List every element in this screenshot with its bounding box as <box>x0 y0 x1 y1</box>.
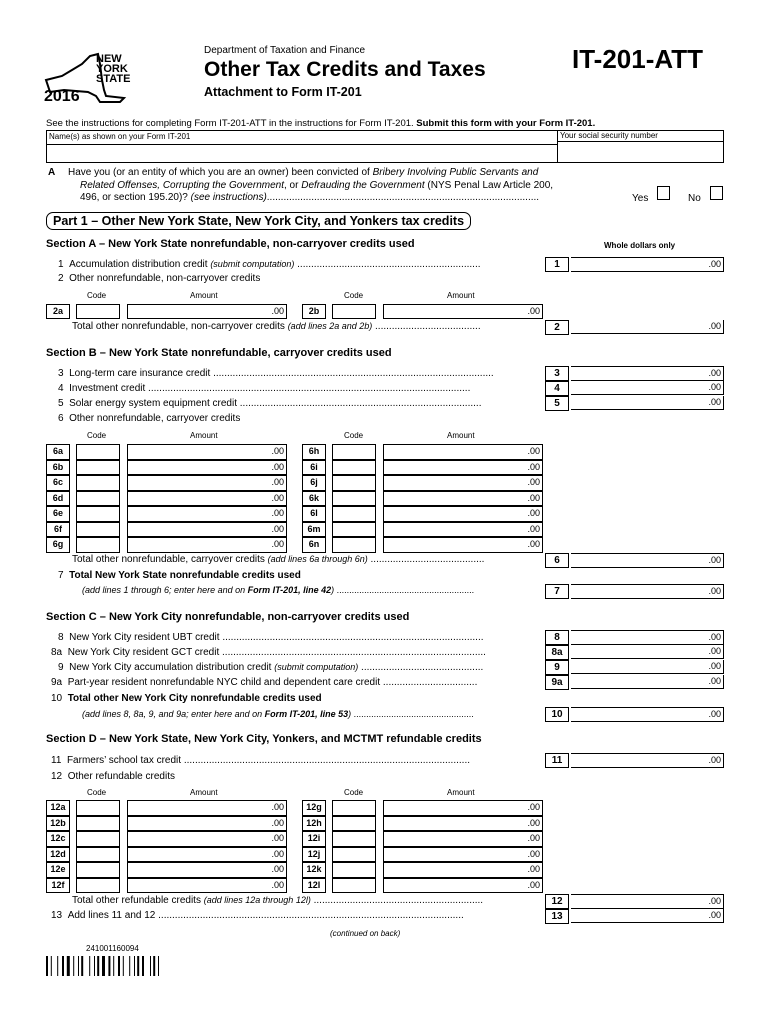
line-12-amount[interactable]: .00 <box>571 894 724 909</box>
line-7-text: Total New York State nonrefundable credits used <box>69 570 301 581</box>
no-label: No <box>688 193 701 204</box>
form-id: IT-201-ATT <box>572 44 703 74</box>
amount-input[interactable]: .00 <box>383 878 543 894</box>
logo-line-state: STATE <box>96 73 131 85</box>
code-input[interactable] <box>76 847 120 863</box>
col-amount-a1: Amount <box>190 291 218 300</box>
line-5 <box>58 398 481 409</box>
logo-line-new: NEW <box>96 53 122 65</box>
col-amount-d2: Amount <box>447 788 475 797</box>
line-2 <box>58 273 260 284</box>
line-7-amount[interactable]: .00 <box>571 584 724 599</box>
line-12-total-italic: (add lines 12a through 12l) <box>203 895 311 905</box>
yes-checkbox[interactable] <box>657 186 670 200</box>
line-8-dots: .............................................................................................. <box>219 632 484 643</box>
code-input[interactable] <box>332 816 376 832</box>
line-9-amount[interactable]: .00 <box>571 660 724 674</box>
line-7-italic-c: ) <box>331 585 335 595</box>
line-1-dots: .................................................................. <box>294 259 481 270</box>
amount-input[interactable]: .00 <box>383 475 543 491</box>
barcode-bar <box>67 956 70 976</box>
code-label: 6c <box>46 475 70 491</box>
line-13 <box>51 910 464 921</box>
barcode-bar <box>137 956 139 976</box>
line-8a-dots: ............................................................................................... <box>219 647 486 658</box>
amount-input[interactable]: .00 <box>383 491 543 507</box>
col-code-d1: Code <box>87 788 107 797</box>
amount-input[interactable]: .00 <box>127 506 287 522</box>
code-label: 6h <box>302 444 326 460</box>
box-4: 4 <box>545 381 569 396</box>
barcode-bar <box>102 956 105 976</box>
barcode-bar <box>62 956 64 976</box>
department-name: Department of Taxation and Finance <box>204 45 366 56</box>
code-input[interactable] <box>76 522 120 538</box>
code-input[interactable] <box>332 831 376 847</box>
line-6-total-dots: ......................................... <box>367 554 485 565</box>
line-5-num: 5 <box>58 398 64 409</box>
barcode-bar <box>73 956 74 976</box>
line-8-num: 8 <box>58 632 64 643</box>
code-input[interactable] <box>76 862 120 878</box>
line-11-text: Farmers’ school tax credit <box>66 755 182 766</box>
amount-input[interactable]: .00 <box>127 816 287 832</box>
code-input[interactable] <box>332 475 376 491</box>
question-a-line2 <box>80 180 553 191</box>
barcode-bar <box>78 956 79 976</box>
code-label: 6d <box>46 491 70 507</box>
code-input[interactable] <box>76 460 120 476</box>
line-6-num: 6 <box>58 413 64 424</box>
amount-input[interactable]: .00 <box>127 800 287 816</box>
amount-input[interactable]: .00 <box>127 460 287 476</box>
code-input[interactable] <box>76 831 120 847</box>
line-7-num: 7 <box>58 570 64 581</box>
code-label: 12k <box>302 862 326 878</box>
code-label: 12h <box>302 816 326 832</box>
line-9-italic: (submit computation) <box>274 662 359 672</box>
form-title: Other Tax Credits and Taxes <box>204 58 486 81</box>
code-label: 6i <box>302 460 326 476</box>
code-input[interactable] <box>76 800 120 816</box>
amount-input[interactable]: .00 <box>127 537 287 553</box>
tax-year: 2016 <box>44 88 80 105</box>
code-2a[interactable] <box>76 304 120 319</box>
box-13: 13 <box>545 909 569 924</box>
amount-input[interactable]: .00 <box>127 847 287 863</box>
line-6-total-text: Total other nonrefundable, carryover credits <box>72 554 268 565</box>
barcode-bar <box>108 956 110 976</box>
code-label: 6b <box>46 460 70 476</box>
box-12: 12 <box>545 894 569 909</box>
box-11: 11 <box>545 753 569 768</box>
instructions-bold: Submit this form with your Form IT-201. <box>416 118 596 129</box>
line-13-text: Add lines 11 and 12 <box>67 910 156 921</box>
line-4-amount[interactable]: .00 <box>571 381 724 395</box>
logo-line-york: YORK <box>96 63 128 75</box>
amount-input[interactable]: .00 <box>383 862 543 878</box>
amount-input[interactable]: .00 <box>127 862 287 878</box>
part1-title: Part 1 – Other New York State, New York City, and Yonkers tax credits <box>46 212 471 230</box>
yes-label: Yes <box>632 193 649 204</box>
barcode-bar <box>57 956 58 976</box>
code-2b[interactable] <box>332 304 376 319</box>
qa-l3-plain: 496, or section 195.20)? <box>80 192 191 203</box>
barcode-icon <box>46 956 194 976</box>
code-input[interactable] <box>332 847 376 863</box>
question-a-letter: A <box>48 167 56 178</box>
barcode-bar <box>134 956 135 976</box>
no-checkbox[interactable] <box>710 186 723 200</box>
line-10-amount[interactable]: .00 <box>571 707 724 722</box>
code-label: 6n <box>302 537 326 553</box>
line-12-num: 12 <box>51 771 63 782</box>
line-9a-dots: .................................. <box>380 677 478 688</box>
line-9a-text: Part-year resident nonrefundable NYC child and dependent care credit <box>67 677 381 688</box>
line-12-total-dots: ............................................................. <box>310 895 484 906</box>
line-7-sub <box>82 585 474 595</box>
section-c-title: Section C – New York City nonrefundable, non-carryover credits used <box>46 611 410 623</box>
code-input[interactable] <box>332 862 376 878</box>
amount-2a[interactable]: .00 <box>127 304 287 319</box>
amount-input[interactable]: .00 <box>383 522 543 538</box>
barcode-bar <box>89 956 90 976</box>
barcode-number: 241001160094 <box>86 944 139 953</box>
amount-input[interactable]: .00 <box>127 491 287 507</box>
line-13-amount[interactable]: .00 <box>571 909 724 923</box>
code-input[interactable] <box>332 491 376 507</box>
question-a-line3 <box>80 192 539 203</box>
code-label: 12b <box>46 816 70 832</box>
line-10-sub <box>82 709 474 719</box>
code-label: 12e <box>46 862 70 878</box>
amount-input[interactable]: .00 <box>127 444 287 460</box>
line-2-text: Other nonrefundable, non-carryover credits <box>69 273 261 284</box>
line-4-text: Investment credit <box>69 383 146 394</box>
line-9 <box>58 662 483 673</box>
code-input[interactable] <box>332 460 376 476</box>
amount-input[interactable]: .00 <box>383 506 543 522</box>
line-6 <box>58 413 240 424</box>
amount-input[interactable]: .00 <box>127 522 287 538</box>
line-5-dots: ....................................................................................... <box>236 398 482 409</box>
code-label: 6m <box>302 522 326 538</box>
line-9-dots: ............................................ <box>358 662 484 673</box>
line-11-num: 11 <box>51 755 62 766</box>
code-label: 12a <box>46 800 70 816</box>
code-label: 12j <box>302 847 326 863</box>
line-4-num: 4 <box>58 383 64 394</box>
line-8a <box>51 647 486 658</box>
line-3-dots: ..................................................................................................... <box>210 368 494 379</box>
code-label: 12c <box>46 831 70 847</box>
line-8-text: New York City resident UBT credit <box>69 632 220 643</box>
barcode <box>46 956 194 976</box>
barcode-bar <box>153 956 155 976</box>
amount-input[interactable]: .00 <box>383 831 543 847</box>
code-label: 6g <box>46 537 70 553</box>
col-code-a1: Code <box>87 291 107 300</box>
line-6-total-italic: (add lines 6a through 6n) <box>267 554 368 564</box>
amount-2b[interactable]: .00 <box>383 304 543 319</box>
col-amount-d1: Amount <box>190 788 218 797</box>
box-5: 5 <box>545 396 569 411</box>
line-7-bold-b: Form IT-201, line 42 <box>247 585 332 595</box>
col-amount-a2: Amount <box>447 291 475 300</box>
barcode-bar <box>129 956 130 976</box>
box-10: 10 <box>545 707 569 722</box>
line-2-amount[interactable]: .00 <box>571 320 724 334</box>
line-10-bold-b: Form IT-201, line 53 <box>264 709 349 719</box>
line-10-dots: ................................................ <box>351 709 474 719</box>
form-subtitle: Attachment to Form IT-201 <box>204 85 362 99</box>
barcode-bar <box>118 956 120 976</box>
instructions-line <box>46 118 595 129</box>
line-11-amount[interactable]: .00 <box>571 753 724 768</box>
section-a-title: Section A – New York State nonrefundable, non-carryover credits used <box>46 238 415 250</box>
box-3: 3 <box>545 366 569 381</box>
box-8: 8 <box>545 630 569 645</box>
box-6: 6 <box>545 553 569 568</box>
ssn-divider <box>557 141 724 142</box>
qa-l2-plain-a: , or <box>284 180 302 191</box>
code-label: 6l <box>302 506 326 522</box>
amount-input[interactable]: .00 <box>127 475 287 491</box>
line-3 <box>58 368 494 379</box>
line-5-amount[interactable]: .00 <box>571 396 724 410</box>
line-1-text: Accumulation distribution credit <box>69 259 211 270</box>
line-9-text: New York City accumulation distribution credit <box>69 662 275 673</box>
qa-l3-italic: (see instructions) <box>190 192 267 203</box>
code-label: 12f <box>46 878 70 894</box>
barcode-bar <box>123 956 124 976</box>
line-9a-amount[interactable]: .00 <box>571 675 724 689</box>
line-12-text: Other refundable credits <box>67 771 175 782</box>
line-7-italic-a: (add lines 1 through 6; enter here and on <box>82 585 248 595</box>
barcode-bar <box>97 956 99 976</box>
col-code-b1: Code <box>87 431 107 440</box>
line-8a-num: 8a <box>51 647 63 658</box>
code-label: 6f <box>46 522 70 538</box>
code-input[interactable] <box>76 816 120 832</box>
amount-input[interactable]: .00 <box>383 460 543 476</box>
barcode-bar <box>81 956 83 976</box>
code-label: 12i <box>302 831 326 847</box>
barcode-bar <box>158 956 159 976</box>
box-1: 1 <box>545 257 569 272</box>
barcode-bar <box>142 956 144 976</box>
amount-input[interactable]: .00 <box>383 537 543 553</box>
code-input[interactable] <box>332 537 376 553</box>
amount-input[interactable]: .00 <box>383 444 543 460</box>
continued-note: (continued on back) <box>330 929 401 938</box>
amount-input[interactable]: .00 <box>383 816 543 832</box>
code-label: 6e <box>46 506 70 522</box>
line-10-text: Total other New York City nonrefundable credits used <box>67 693 322 704</box>
code-input[interactable] <box>76 878 120 894</box>
col-code-a2: Code <box>344 291 364 300</box>
line-1-num: 1 <box>58 259 64 270</box>
line-10-italic-c: ) <box>348 709 352 719</box>
label-2a: 2a <box>46 304 70 319</box>
box-7: 7 <box>545 584 569 599</box>
line-12 <box>51 771 175 782</box>
name-label: Name(s) as shown on your Form IT-201 <box>49 132 191 141</box>
line-11 <box>51 755 470 766</box>
qa-l2-italic-b: Defrauding the Government <box>301 180 425 191</box>
line-10-italic-a: (add lines 8, 8a, 9, and 9a; enter here and on <box>82 709 265 719</box>
line-10 <box>51 693 322 704</box>
barcode-bar <box>150 956 151 976</box>
code-label: 12l <box>302 878 326 894</box>
label-2b: 2b <box>302 304 326 319</box>
code-label: 6j <box>302 475 326 491</box>
line-5-text: Solar energy system equipment credit <box>69 398 237 409</box>
amount-input[interactable]: .00 <box>383 847 543 863</box>
line-3-amount[interactable]: .00 <box>571 366 724 381</box>
barcode-bar <box>51 956 52 976</box>
line-4 <box>58 383 470 394</box>
line-2-total-dots: ...................................... <box>372 321 481 332</box>
line-12-total <box>72 895 483 906</box>
line-13-num: 13 <box>51 910 63 921</box>
code-label: 12g <box>302 800 326 816</box>
code-input[interactable] <box>76 444 120 460</box>
line-9-num: 9 <box>58 662 64 673</box>
box-9a: 9a <box>545 675 569 690</box>
line-8 <box>58 632 484 643</box>
line-2-total <box>72 321 481 332</box>
code-input[interactable] <box>332 444 376 460</box>
qa-l2-italic-a: Related Offenses, Corrupting the Government <box>80 180 284 191</box>
line-4-dots: .................................................................................................................... <box>145 383 471 394</box>
code-input[interactable] <box>76 491 120 507</box>
amount-input[interactable]: .00 <box>383 800 543 816</box>
box-8a: 8a <box>545 645 569 660</box>
line-7 <box>58 570 301 581</box>
col-code-b2: Code <box>344 431 364 440</box>
whole-dollars-label: Whole dollars only <box>604 241 676 250</box>
code-input[interactable] <box>332 506 376 522</box>
line-2-num: 2 <box>58 273 64 284</box>
amount-input[interactable]: .00 <box>127 831 287 847</box>
line-8a-amount[interactable]: .00 <box>571 645 724 659</box>
amount-input[interactable]: .00 <box>127 878 287 894</box>
code-input[interactable] <box>76 475 120 491</box>
code-label: 6a <box>46 444 70 460</box>
line-6-total <box>72 554 484 565</box>
code-input[interactable] <box>332 878 376 894</box>
line-7-dots: ....................................................... <box>334 585 475 595</box>
line-1 <box>58 259 481 270</box>
line-6-amount[interactable]: .00 <box>571 553 724 568</box>
box-9: 9 <box>545 660 569 675</box>
section-b-title: Section B – New York State nonrefundable, carryover credits used <box>46 347 392 359</box>
line-8-amount[interactable]: .00 <box>571 630 724 645</box>
line-2-total-text: Total other nonrefundable, non-carryover credits <box>72 321 288 332</box>
code-input[interactable] <box>76 537 120 553</box>
section-d-title: Section D – New York State, New York City, Yonkers, and MCTMT refundable credits <box>46 733 482 745</box>
ssn-label: Your social security number <box>560 131 658 140</box>
line-1-italic: (submit computation) <box>210 259 295 269</box>
instructions-text: See the instructions for completing Form IT-201-ATT in the instructions for Form IT-201. <box>46 118 417 129</box>
line-8a-text: New York City resident GCT credit <box>67 647 220 658</box>
logo-text <box>96 54 130 84</box>
col-code-d2: Code <box>344 788 364 797</box>
barcode-bar <box>94 956 95 976</box>
code-input[interactable] <box>76 506 120 522</box>
line-2-total-italic: (add lines 2a and 2b) <box>287 321 373 331</box>
col-amount-b2: Amount <box>447 431 475 440</box>
line-11-dots: ....................................................................................................... <box>181 755 471 766</box>
line-10-num: 10 <box>51 693 63 704</box>
box-2: 2 <box>545 320 569 335</box>
qa-l1-plain: Have you (or an entity of which you are an owner) been convicted of <box>68 167 373 178</box>
code-label: 6k <box>302 491 326 507</box>
line-3-text: Long-term care insurance credit <box>69 368 211 379</box>
line-13-dots: .............................................................................................................. <box>155 910 464 921</box>
name-divider <box>46 144 558 145</box>
code-label: 12d <box>46 847 70 863</box>
code-input[interactable] <box>332 522 376 538</box>
qa-l1-italic: Bribery Involving Public Servants and <box>372 167 539 178</box>
line-1-amount[interactable]: .00 <box>571 257 724 272</box>
line-3-num: 3 <box>58 368 64 379</box>
qa-l2-plain-b: (NYS Penal Law Article 200, <box>424 180 554 191</box>
line-9a <box>51 677 477 688</box>
code-input[interactable] <box>332 800 376 816</box>
barcode-bar <box>113 956 114 976</box>
line-9a-num: 9a <box>51 677 63 688</box>
question-a-line1 <box>68 167 538 178</box>
barcode-bar <box>46 956 48 976</box>
qa-dots: .................................................................................................. <box>266 192 540 203</box>
line-12-total-text: Total other refundable credits <box>72 895 204 906</box>
line-6-text: Other nonrefundable, carryover credits <box>69 413 241 424</box>
col-amount-b1: Amount <box>190 431 218 440</box>
